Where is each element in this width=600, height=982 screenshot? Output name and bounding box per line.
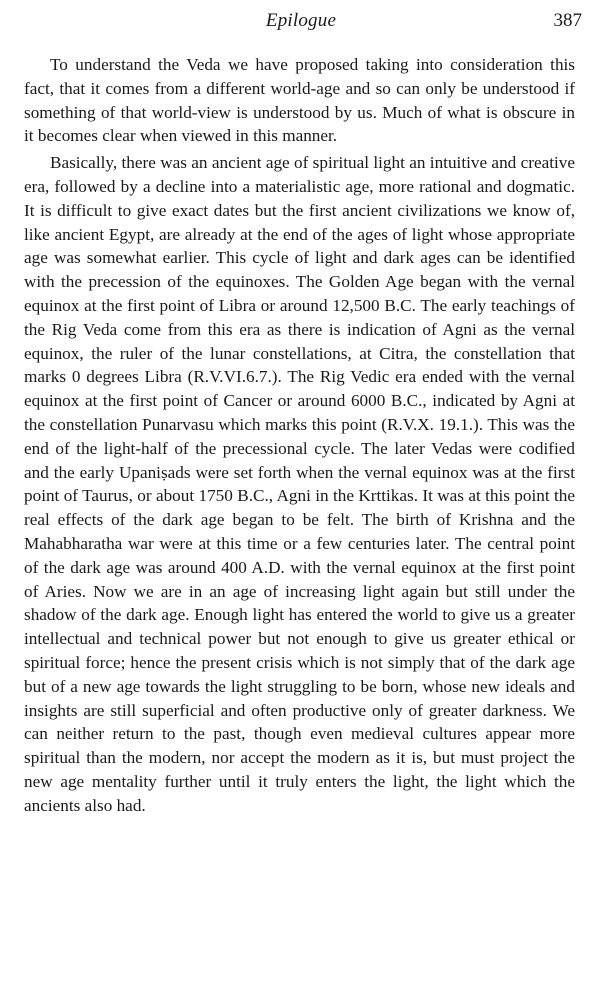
body-text: [24, 53, 575, 818]
chapter-title: Epilogue: [265, 10, 337, 31]
page-number: 387: [553, 10, 582, 31]
paragraph-2: Basically, there was an ancient age of spiritual light an intuitive and creative era, followed by a decline into a materialistic age, more rational and dogmatic. It is difficult to give exact dates but the first ancient civilizations we know of, like ancient Egypt, are already at the end of the ages of light whose appropriate age was somewhat earlier. This cycle of light and dark ages can be identified with the precession of the equinoxes. The Golden Age began with the vernal equinox at the first point of Libra or around 12,500 B.C. The early teachings of the Rig Veda come from this era as there is indication of Agni as the vernal equinox, the ruler of the lunar constellations, at Citra, the constellation that marks 0 degrees Libra (R.V.VI.6.7.). The Rig Vedic era ended with the vernal equinox at the first point of Cancer or around 6000 B.C., indicated by Agni at the constellation Punarvasu which marks this point (R.V.X. 19.1.). This was the end of the light-half of the precessional cycle. The later Vedas were codified and the early Upaniṣads were set forth when the vernal equinox was at the first point of Taurus, or about 1750 B.C., Agni in the Krttikas. It was at this point the real effects of the dark age began to be felt. The birth of Krishna and the Mahabharatha war were at this time or a few centuries later. The central point of the dark age was around 400 A.D. with the vernal equinox at the first point of Aries. Now we are in an age of increasing light again but still under the shadow of the dark age. Enough light has entered the world to give us a greater intellectual and technical power but not enough to give us greater ethical or spiritual force; hence the present crisis which is not simply that of the dark age but of a new age towards the light struggling to be born, whose new ideals and insights are still superficial and often productive only of greater darkness. We can neither return to the past, though even medieval cultures appear more spiritual than the modern, nor accept the modern as it is, but must project the new age mentality further until it truly enters the light, the light which the ancients also had.: [24, 153, 575, 815]
paragraph-1: To understand the Veda we have proposed taking into consideration this fact, that it comes from a different world-age and so can only be understood if something of that world-view is understood by us. Much of what is obscure in it becomes clear when viewed in this manner.: [24, 55, 575, 146]
running-head: [20, 10, 582, 36]
